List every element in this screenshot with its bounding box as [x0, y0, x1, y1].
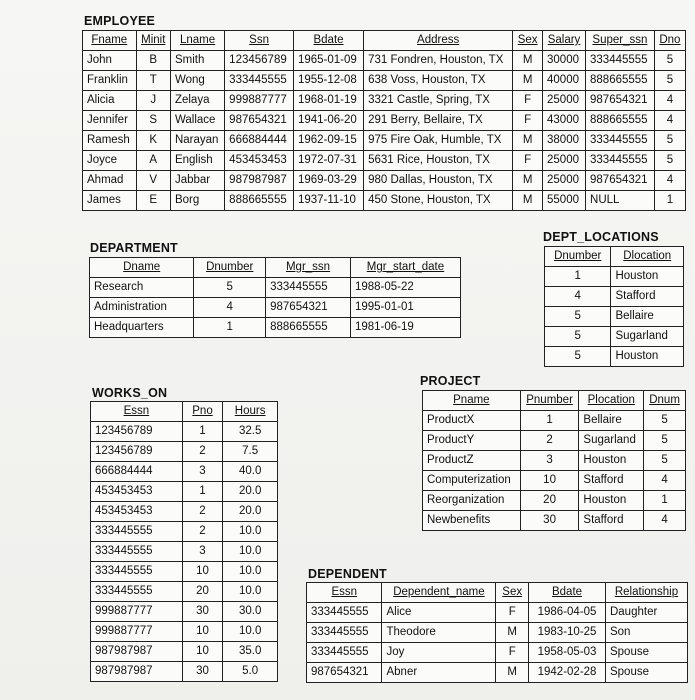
table-cell: Theodore: [382, 623, 496, 643]
table-cell: Abner: [382, 663, 496, 683]
table-row: [91, 502, 278, 522]
table-cell: 333445555: [307, 623, 382, 643]
table-cell: Smith: [170, 51, 224, 71]
table-cell: 30: [182, 662, 223, 682]
table-cell: 3: [182, 462, 223, 482]
table-cell: 1937-11-10: [293, 191, 363, 211]
works-on-table: [90, 401, 278, 682]
table-cell: 10: [182, 642, 223, 662]
column-header: Bdate: [293, 31, 363, 51]
table-cell: 10.0: [223, 622, 278, 642]
column-header: Pname: [423, 391, 521, 411]
table-cell: Zelaya: [170, 91, 224, 111]
table-row: [91, 602, 278, 622]
table-cell: Houston: [579, 491, 644, 511]
table-row: [91, 422, 278, 442]
table-cell: Son: [605, 623, 687, 643]
table-cell: 1962-09-15: [293, 131, 363, 151]
table-cell: 987654321: [586, 171, 655, 191]
table-cell: English: [170, 151, 224, 171]
table-cell: 40000: [543, 71, 586, 91]
column-header: Dno: [654, 31, 685, 51]
table-cell: 1: [194, 318, 266, 338]
table-cell: 4: [545, 287, 611, 307]
table-cell: V: [136, 171, 170, 191]
table-row: [423, 471, 686, 491]
table-cell: 25000: [543, 171, 586, 191]
table-row: [83, 91, 686, 111]
table-row: [423, 411, 686, 431]
table-cell: Headquarters: [90, 318, 194, 338]
table-cell: M: [496, 623, 529, 643]
employee-title: EMPLOYEE: [84, 14, 156, 28]
table-cell: A: [136, 151, 170, 171]
table-cell: 4: [654, 171, 685, 191]
table-cell: 888665555: [225, 191, 294, 211]
table-cell: 32.5: [223, 422, 278, 442]
table-cell: 43000: [543, 111, 586, 131]
column-header: Super_ssn: [586, 31, 655, 51]
table-cell: M: [496, 663, 529, 683]
table-cell: 453453453: [225, 151, 294, 171]
table-cell: 453453453: [91, 502, 183, 522]
table-cell: 35.0: [223, 642, 278, 662]
table-cell: 2: [182, 522, 223, 542]
table-cell: 450 Stone, Houston, TX: [364, 191, 513, 211]
column-header: Hours: [223, 402, 278, 422]
table-cell: Franklin: [83, 71, 137, 91]
table-cell: 5.0: [223, 662, 278, 682]
table-cell: 10.0: [223, 542, 278, 562]
column-header: Relationship: [605, 583, 687, 603]
table-row: [91, 662, 278, 682]
table-cell: 1965-01-09: [293, 51, 363, 71]
table-cell: 1958-05-03: [529, 643, 606, 663]
table-row: [91, 642, 278, 662]
project-title: PROJECT: [420, 374, 481, 388]
table-cell: Narayan: [170, 131, 224, 151]
table-cell: 25000: [543, 91, 586, 111]
table-cell: 987654321: [586, 91, 655, 111]
table-cell: 3321 Castle, Spring, TX: [364, 91, 513, 111]
table-cell: 10: [520, 471, 579, 491]
table-row: [91, 482, 278, 502]
table-cell: Administration: [90, 298, 194, 318]
table-row: [91, 562, 278, 582]
table-cell: 1: [545, 267, 611, 287]
table-cell: 1995-01-01: [350, 298, 460, 318]
table-cell: 4: [644, 511, 686, 531]
header-row: [545, 247, 684, 267]
table-cell: Stafford: [611, 287, 684, 307]
table-cell: 333445555: [91, 582, 183, 602]
table-cell: 5: [545, 327, 611, 347]
table-cell: Wong: [170, 71, 224, 91]
table-cell: 123456789: [91, 422, 183, 442]
column-header: Dnumber: [194, 258, 266, 278]
header-row: [83, 31, 686, 51]
table-cell: 20: [520, 491, 579, 511]
table-row: [83, 51, 686, 71]
table-cell: M: [513, 191, 543, 211]
table-cell: 5: [545, 307, 611, 327]
table-cell: 291 Berry, Bellaire, TX: [364, 111, 513, 131]
table-row: [83, 111, 686, 131]
table-cell: 1942-02-28: [529, 663, 606, 683]
table-cell: 123456789: [91, 442, 183, 462]
table-cell: F: [496, 603, 529, 623]
table-cell: 1: [520, 411, 579, 431]
table-cell: 30: [182, 602, 223, 622]
column-header: Essn: [91, 402, 183, 422]
table-cell: 38000: [543, 131, 586, 151]
table-cell: Ramesh: [83, 131, 137, 151]
table-cell: 4: [644, 471, 686, 491]
column-header: Sex: [496, 583, 529, 603]
table-cell: 5631 Rice, Houston, TX: [364, 151, 513, 171]
column-header: Pno: [182, 402, 223, 422]
table-cell: 3: [182, 542, 223, 562]
table-cell: Jabbar: [170, 171, 224, 191]
table-row: [423, 431, 686, 451]
table-cell: James: [83, 191, 137, 211]
table-cell: M: [513, 51, 543, 71]
table-row: [83, 71, 686, 91]
table-cell: 1983-10-25: [529, 623, 606, 643]
table-cell: 999887777: [91, 602, 183, 622]
table-cell: 987654321: [266, 298, 351, 318]
table-row: [423, 491, 686, 511]
table-cell: 40.0: [223, 462, 278, 482]
table-cell: 987987987: [91, 642, 183, 662]
table-cell: Computerization: [423, 471, 521, 491]
column-header: Dnumber: [545, 247, 611, 267]
table-row: [91, 442, 278, 462]
column-header: Pnumber: [520, 391, 579, 411]
table-row: [90, 298, 461, 318]
table-row: [307, 603, 688, 623]
table-cell: 333445555: [225, 71, 294, 91]
table-cell: ProductY: [423, 431, 521, 451]
table-cell: 5: [194, 278, 266, 298]
table-cell: 10.0: [223, 562, 278, 582]
table-cell: Wallace: [170, 111, 224, 131]
table-row: [545, 347, 684, 367]
table-cell: 5: [545, 347, 611, 367]
table-cell: 1: [644, 491, 686, 511]
table-cell: 987654321: [307, 663, 382, 683]
table-cell: 30000: [543, 51, 586, 71]
column-header: Fname: [83, 31, 137, 51]
table-cell: ProductX: [423, 411, 521, 431]
table-cell: 1981-06-19: [350, 318, 460, 338]
table-cell: 123456789: [225, 51, 294, 71]
table-cell: 5: [654, 51, 685, 71]
table-cell: E: [136, 191, 170, 211]
column-header: Salary: [543, 31, 586, 51]
table-cell: 666884444: [91, 462, 183, 482]
table-row: [91, 582, 278, 602]
table-cell: Spouse: [605, 643, 687, 663]
table-cell: Houston: [611, 267, 684, 287]
table-cell: ProductZ: [423, 451, 521, 471]
table-row: [307, 623, 688, 643]
table-cell: 7.5: [223, 442, 278, 462]
table-cell: 1: [182, 482, 223, 502]
column-header: Dname: [90, 258, 194, 278]
table-cell: Jennifer: [83, 111, 137, 131]
table-cell: 5: [654, 131, 685, 151]
table-cell: John: [83, 51, 137, 71]
works-on-title: WORKS_ON: [92, 386, 168, 400]
table-cell: Stafford: [579, 471, 644, 491]
table-cell: 453453453: [91, 482, 183, 502]
department-title: DEPARTMENT: [90, 241, 178, 255]
column-header: Mgr_start_date: [350, 258, 460, 278]
header-row: [307, 583, 688, 603]
table-cell: F: [513, 91, 543, 111]
table-cell: 666884444: [225, 131, 294, 151]
table-row: [83, 131, 686, 151]
table-row: [83, 171, 686, 191]
column-header: Ssn: [225, 31, 294, 51]
table-cell: Alicia: [83, 91, 137, 111]
table-cell: Joy: [382, 643, 496, 663]
table-row: [545, 287, 684, 307]
table-cell: M: [513, 131, 543, 151]
header-row: [90, 258, 461, 278]
table-cell: 5: [644, 431, 686, 451]
column-header: Plocation: [579, 391, 644, 411]
column-header: Lname: [170, 31, 224, 51]
dept-locations-title: DEPT_LOCATIONS: [543, 230, 659, 244]
table-row: [423, 451, 686, 471]
table-cell: 975 Fire Oak, Humble, TX: [364, 131, 513, 151]
table-cell: 10.0: [223, 582, 278, 602]
table-cell: 20: [182, 582, 223, 602]
table-cell: Newbenefits: [423, 511, 521, 531]
table-cell: 5: [644, 451, 686, 471]
table-cell: 10: [182, 622, 223, 642]
table-cell: Bellaire: [611, 307, 684, 327]
table-cell: 2: [182, 442, 223, 462]
table-row: [90, 278, 461, 298]
table-cell: 55000: [543, 191, 586, 211]
table-cell: 5: [654, 151, 685, 171]
table-cell: 3: [520, 451, 579, 471]
table-cell: 2: [182, 502, 223, 522]
table-cell: J: [136, 91, 170, 111]
table-cell: 4: [194, 298, 266, 318]
table-cell: F: [496, 643, 529, 663]
table-row: [91, 542, 278, 562]
table-cell: 1941-06-20: [293, 111, 363, 131]
table-cell: K: [136, 131, 170, 151]
table-cell: 5: [644, 411, 686, 431]
table-cell: 888665555: [586, 71, 655, 91]
table-cell: 987987987: [91, 662, 183, 682]
column-header: Address: [364, 31, 513, 51]
table-cell: 10.0: [223, 522, 278, 542]
dependent-title: DEPENDENT: [308, 567, 387, 581]
column-header: Dnum: [644, 391, 686, 411]
table-cell: 333445555: [586, 131, 655, 151]
table-cell: F: [513, 151, 543, 171]
table-row: [90, 318, 461, 338]
column-header: Dlocation: [611, 247, 684, 267]
table-cell: Sugarland: [611, 327, 684, 347]
table-cell: 333445555: [307, 603, 382, 623]
table-row: [423, 511, 686, 531]
table-cell: 1969-03-29: [293, 171, 363, 191]
table-cell: 1988-05-22: [350, 278, 460, 298]
table-cell: 888665555: [266, 318, 351, 338]
dependent-table: [306, 582, 688, 683]
table-cell: 1986-04-05: [529, 603, 606, 623]
table-cell: Reorganization: [423, 491, 521, 511]
employee-table: [82, 30, 686, 211]
table-row: [307, 643, 688, 663]
column-header: Dependent_name: [382, 583, 496, 603]
table-cell: 333445555: [91, 542, 183, 562]
table-row: [307, 663, 688, 683]
table-cell: NULL: [586, 191, 655, 211]
table-cell: Borg: [170, 191, 224, 211]
table-cell: 999887777: [225, 91, 294, 111]
table-row: [545, 267, 684, 287]
table-row: [91, 522, 278, 542]
table-cell: Houston: [579, 451, 644, 471]
table-cell: M: [513, 171, 543, 191]
table-cell: 4: [654, 91, 685, 111]
table-cell: Research: [90, 278, 194, 298]
column-header: Minit: [136, 31, 170, 51]
table-cell: Stafford: [579, 511, 644, 531]
table-row: [91, 622, 278, 642]
table-cell: Ahmad: [83, 171, 137, 191]
table-cell: Houston: [611, 347, 684, 367]
project-table: [422, 390, 686, 531]
table-cell: Spouse: [605, 663, 687, 683]
table-cell: Bellaire: [579, 411, 644, 431]
table-cell: 25000: [543, 151, 586, 171]
table-cell: 333445555: [91, 562, 183, 582]
table-cell: 1: [182, 422, 223, 442]
table-cell: 5: [654, 71, 685, 91]
table-cell: 4: [654, 111, 685, 131]
table-cell: 888665555: [586, 111, 655, 131]
table-cell: 987987987: [225, 171, 294, 191]
table-cell: M: [513, 71, 543, 91]
table-cell: F: [513, 111, 543, 131]
column-header: Sex: [513, 31, 543, 51]
column-header: Essn: [307, 583, 382, 603]
header-row: [423, 391, 686, 411]
header-row: [91, 402, 278, 422]
table-cell: Daughter: [605, 603, 687, 623]
table-cell: Alice: [382, 603, 496, 623]
table-row: [83, 191, 686, 211]
table-cell: Sugarland: [579, 431, 644, 451]
table-cell: 1968-01-19: [293, 91, 363, 111]
dept-locations-table: [544, 246, 684, 367]
table-cell: 10: [182, 562, 223, 582]
table-cell: 20.0: [223, 502, 278, 522]
table-cell: 638 Voss, Houston, TX: [364, 71, 513, 91]
table-cell: 30.0: [223, 602, 278, 622]
table-cell: 333445555: [91, 522, 183, 542]
table-cell: 20.0: [223, 482, 278, 502]
table-cell: 333445555: [307, 643, 382, 663]
table-cell: 2: [520, 431, 579, 451]
table-cell: T: [136, 71, 170, 91]
table-cell: 1972-07-31: [293, 151, 363, 171]
table-cell: S: [136, 111, 170, 131]
table-cell: Joyce: [83, 151, 137, 171]
column-header: Bdate: [529, 583, 606, 603]
table-cell: 30: [520, 511, 579, 531]
table-cell: B: [136, 51, 170, 71]
column-header: Mgr_ssn: [266, 258, 351, 278]
table-row: [545, 307, 684, 327]
table-row: [545, 327, 684, 347]
table-cell: 980 Dallas, Houston, TX: [364, 171, 513, 191]
table-cell: 987654321: [225, 111, 294, 131]
table-cell: 731 Fondren, Houston, TX: [364, 51, 513, 71]
table-cell: 333445555: [266, 278, 351, 298]
department-table: [89, 257, 461, 338]
table-cell: 999887777: [91, 622, 183, 642]
table-row: [83, 151, 686, 171]
table-row: [91, 462, 278, 482]
table-cell: 1955-12-08: [293, 71, 363, 91]
table-cell: 1: [654, 191, 685, 211]
table-cell: 333445555: [586, 151, 655, 171]
table-cell: 333445555: [586, 51, 655, 71]
